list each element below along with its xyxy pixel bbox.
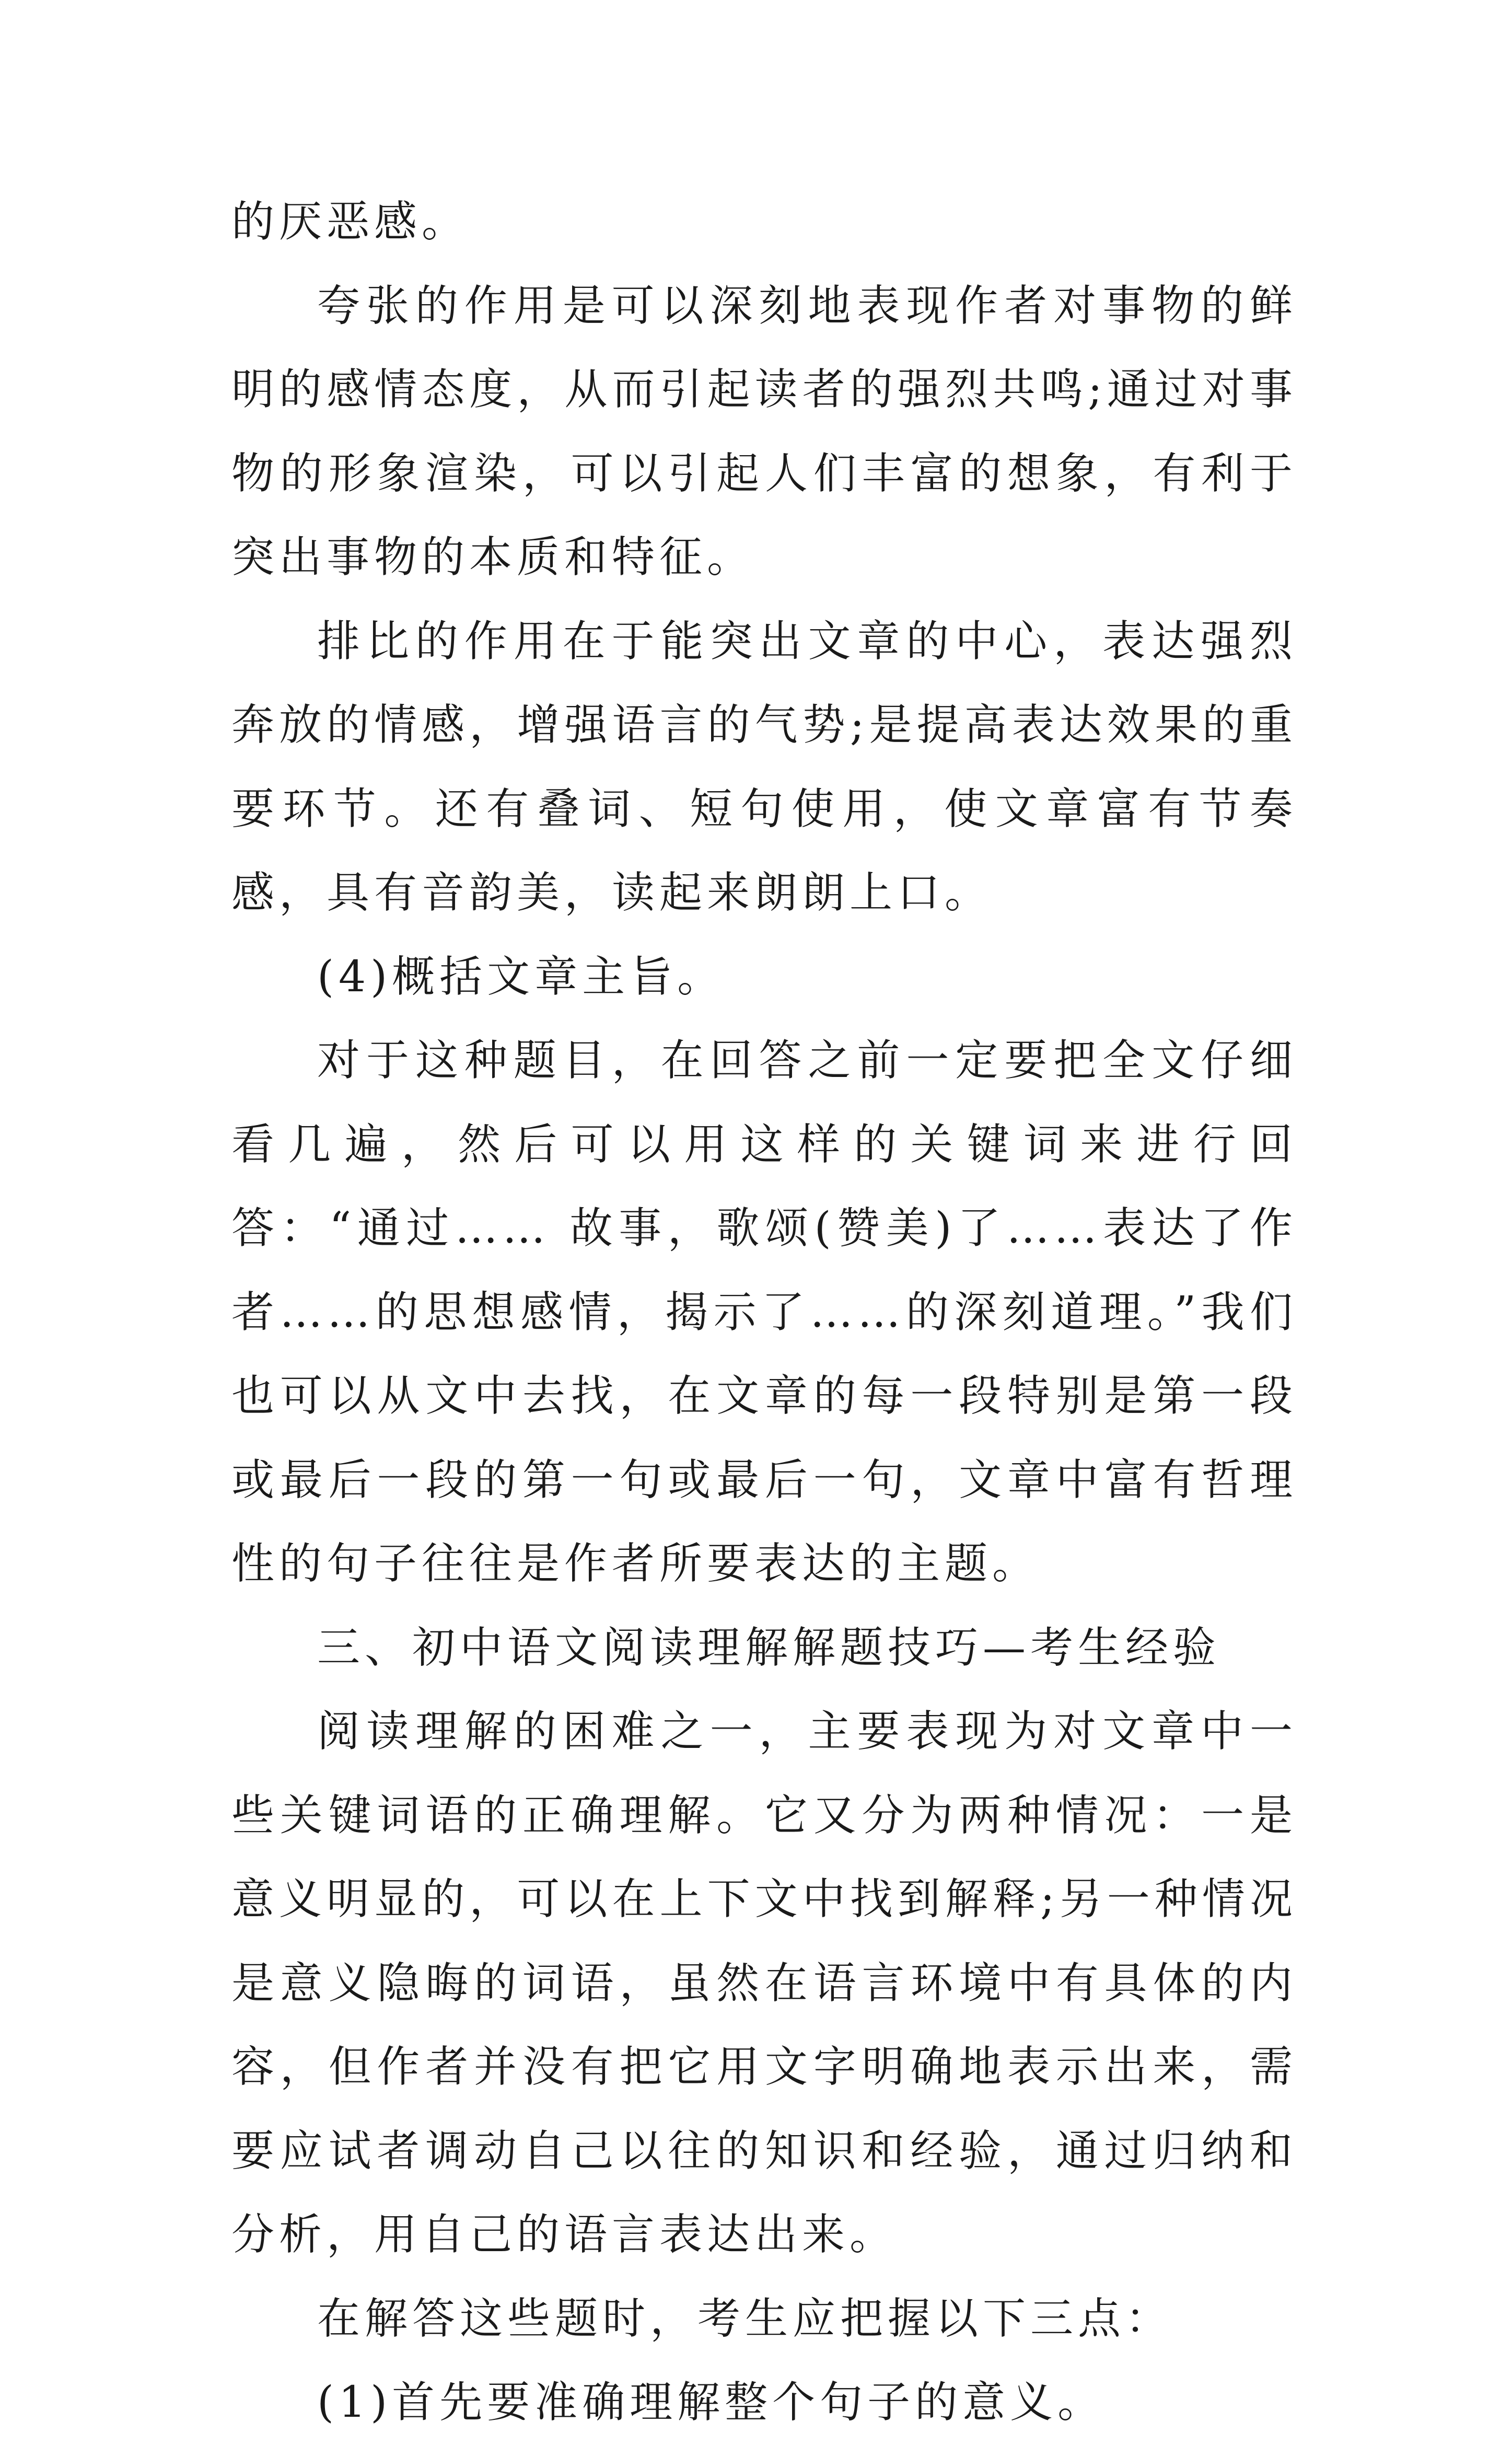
paragraph-continuation: 的厌恶感。: [231, 197, 470, 247]
body-text: [231, 180, 1297, 2445]
paragraph-difficulty: 阅读理解的困难之一，主要表现为对文章中一些关键词语的正确理解。它又分为两种情况：一是意义明显的，可以在上下文中找到解释;另一种情况是意义隐晦的词语，虽然在语言环境中有具体的内容，但作者并没有把它用文字明确地表示出来，需要应试者调动自己以往的知识和经验，通过归纳和分析，用自己的语言表达出来。: [231, 1707, 1297, 2259]
paragraph-subheading-theme: (4)概括文章主旨。: [317, 952, 725, 1002]
paragraph-three-points: 在解答这些题时，考生应把握以下三点：: [317, 2293, 1173, 2344]
paragraph-hyperbole: 夸张的作用是可以深刻地表现作者对事物的鲜明的感情态度，从而引起读者的强烈共鸣;通过对事物的形象渲染，可以引起人们丰富的想象，有利于突出事物的本质和特征。: [231, 281, 1297, 582]
paragraph-point-1: (1)首先要准确理解整个句子的意义。: [317, 2378, 1106, 2427]
paragraph-theme-answer: 对于这种题目，在回答之前一定要把全文仔细看几遍，然后可以用这样的关键词来进行回答：“通过…… 故事，歌颂(赞美)了……表达了作者……的思想感情，揭示了……的深刻道理。”我们也可以从文中去找，在文章的每一段特别是第一段或最后一段的第一句或最后一句，文章中富有哲理性的句子往往是作者所要表达的主题。: [231, 1036, 1297, 1589]
section-heading-3: 三、初中语文阅读理解解题技巧—考生经验: [317, 1623, 1221, 1673]
paragraph-parallelism: 排比的作用在于能突出文章的中心，表达强烈奔放的情感，增强语言的气势;是提高表达效果的重要环节。还有叠词、短句使用，使文章富有节奏感，具有音韵美，读起来朗朗上口。: [231, 616, 1297, 918]
